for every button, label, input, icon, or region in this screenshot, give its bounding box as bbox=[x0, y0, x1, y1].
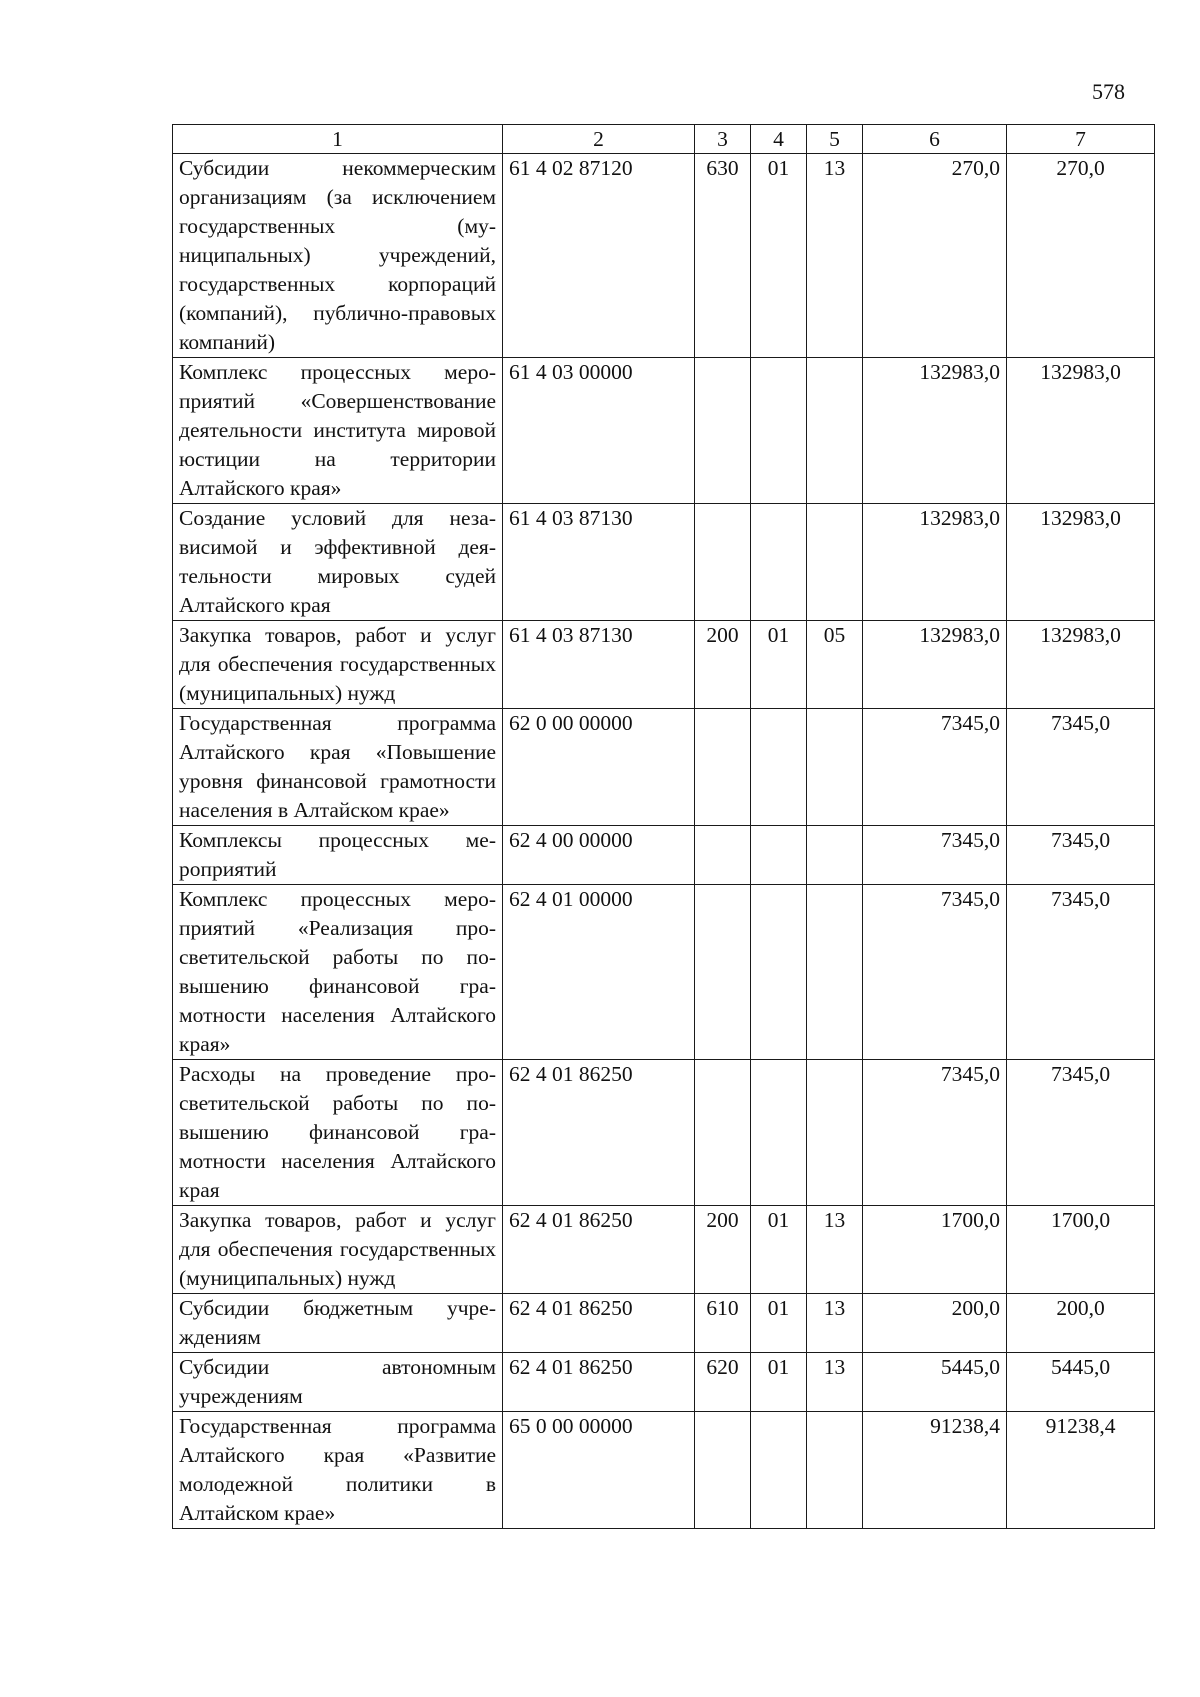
cell-col5: 13 bbox=[807, 1206, 863, 1294]
cell-col3 bbox=[695, 1412, 751, 1529]
table-row bbox=[173, 1412, 1155, 1529]
cell-code: 62 4 01 86250 bbox=[503, 1353, 695, 1412]
cell-col7: 7345,0 bbox=[1007, 709, 1155, 826]
cell-col4: 01 bbox=[751, 1206, 807, 1294]
cell-code: 62 4 01 86250 bbox=[503, 1206, 695, 1294]
cell-name: Комплексы процессных мероприятий bbox=[173, 826, 503, 885]
cell-col3: 200 bbox=[695, 1206, 751, 1294]
cell-col3: 630 bbox=[695, 154, 751, 358]
column-header: 6 bbox=[863, 125, 1007, 154]
cell-col7: 7345,0 bbox=[1007, 885, 1155, 1060]
cell-col6: 132983,0 bbox=[863, 358, 1007, 504]
cell-col4: 01 bbox=[751, 154, 807, 358]
cell-code: 61 4 03 00000 bbox=[503, 358, 695, 504]
cell-col7: 132983,0 bbox=[1007, 358, 1155, 504]
cell-col5 bbox=[807, 826, 863, 885]
cell-col3: 610 bbox=[695, 1294, 751, 1353]
table-row bbox=[173, 885, 1155, 1060]
cell-col6: 200,0 bbox=[863, 1294, 1007, 1353]
cell-col6: 7345,0 bbox=[863, 885, 1007, 1060]
cell-col5: 05 bbox=[807, 621, 863, 709]
cell-col7: 91238,4 bbox=[1007, 1412, 1155, 1529]
cell-col6: 270,0 bbox=[863, 154, 1007, 358]
cell-col6: 7345,0 bbox=[863, 709, 1007, 826]
cell-col5 bbox=[807, 358, 863, 504]
cell-col3 bbox=[695, 504, 751, 621]
cell-name: Создание условий для независимой и эффективной деятельности мировых судей Алтайского края bbox=[173, 504, 503, 621]
cell-col3: 620 bbox=[695, 1353, 751, 1412]
table-row bbox=[173, 358, 1155, 504]
cell-col5 bbox=[807, 1412, 863, 1529]
cell-col3 bbox=[695, 709, 751, 826]
cell-col6: 132983,0 bbox=[863, 621, 1007, 709]
cell-code: 62 0 00 00000 bbox=[503, 709, 695, 826]
cell-name: Комплекс процессных мероприятий «Совершенствование деятельности института мировой юстиции на территории Алтайского края» bbox=[173, 358, 503, 504]
cell-col5: 13 bbox=[807, 1353, 863, 1412]
cell-name: Государственная программа Алтайского края «Развитие молодежной политики в Алтайском крае» bbox=[173, 1412, 503, 1529]
cell-col5: 13 bbox=[807, 154, 863, 358]
cell-code: 62 4 01 86250 bbox=[503, 1294, 695, 1353]
table-row bbox=[173, 709, 1155, 826]
cell-col7: 5445,0 bbox=[1007, 1353, 1155, 1412]
column-header: 1 bbox=[173, 125, 503, 154]
table-row bbox=[173, 154, 1155, 358]
table-row bbox=[173, 826, 1155, 885]
cell-col4 bbox=[751, 1060, 807, 1206]
cell-col5: 13 bbox=[807, 1294, 863, 1353]
table-row bbox=[173, 1060, 1155, 1206]
cell-col6: 132983,0 bbox=[863, 504, 1007, 621]
cell-code: 62 4 00 00000 bbox=[503, 826, 695, 885]
cell-col5 bbox=[807, 709, 863, 826]
cell-name: Закупка товаров, работ и услуг для обеспечения государственных (муниципальных) нужд bbox=[173, 1206, 503, 1294]
cell-col7: 1700,0 bbox=[1007, 1206, 1155, 1294]
table-row bbox=[173, 1206, 1155, 1294]
cell-col7: 270,0 bbox=[1007, 154, 1155, 358]
cell-name: Комплекс процессных мероприятий «Реализация просветительской работы по повышению финансовой грамотности населения Алтайского края» bbox=[173, 885, 503, 1060]
cell-col4 bbox=[751, 504, 807, 621]
cell-col4: 01 bbox=[751, 1353, 807, 1412]
page-number: 578 bbox=[1092, 79, 1125, 104]
cell-code: 61 4 03 87130 bbox=[503, 621, 695, 709]
column-header: 2 bbox=[503, 125, 695, 154]
cell-col4 bbox=[751, 1412, 807, 1529]
table-row bbox=[173, 504, 1155, 621]
cell-col7: 7345,0 bbox=[1007, 826, 1155, 885]
cell-col7: 7345,0 bbox=[1007, 1060, 1155, 1206]
cell-name: Расходы на проведение просветительской работы по повышению финансовой грамотности населения Алтайского края bbox=[173, 1060, 503, 1206]
cell-col5 bbox=[807, 1060, 863, 1206]
column-header: 3 bbox=[695, 125, 751, 154]
cell-name: Закупка товаров, работ и услуг для обеспечения государственных (муниципальных) нужд bbox=[173, 621, 503, 709]
cell-code: 61 4 03 87130 bbox=[503, 504, 695, 621]
header-row bbox=[173, 125, 1155, 154]
cell-code: 62 4 01 86250 bbox=[503, 1060, 695, 1206]
cell-name: Государственная программа Алтайского края «Повышение уровня финансовой грамотности населения в Алтайском крае» bbox=[173, 709, 503, 826]
cell-col3 bbox=[695, 826, 751, 885]
cell-col4: 01 bbox=[751, 1294, 807, 1353]
cell-code: 61 4 02 87120 bbox=[503, 154, 695, 358]
cell-col3 bbox=[695, 1060, 751, 1206]
cell-name: Субсидии некоммерческим организациям (за исключением государственных (муниципальных) учреждений, государственных корпораций (компаний), публично-правовых компаний) bbox=[173, 154, 503, 358]
cell-col3: 200 bbox=[695, 621, 751, 709]
column-header: 7 bbox=[1007, 125, 1155, 154]
cell-col7: 200,0 bbox=[1007, 1294, 1155, 1353]
cell-col4 bbox=[751, 709, 807, 826]
cell-code: 65 0 00 00000 bbox=[503, 1412, 695, 1529]
cell-col5 bbox=[807, 504, 863, 621]
cell-code: 62 4 01 00000 bbox=[503, 885, 695, 1060]
cell-col4 bbox=[751, 358, 807, 504]
budget-table bbox=[172, 124, 1155, 1529]
cell-col6: 1700,0 bbox=[863, 1206, 1007, 1294]
table-body bbox=[173, 154, 1155, 1529]
cell-col4: 01 bbox=[751, 621, 807, 709]
cell-col5 bbox=[807, 885, 863, 1060]
cell-col3 bbox=[695, 885, 751, 1060]
cell-col7: 132983,0 bbox=[1007, 504, 1155, 621]
table-row bbox=[173, 1353, 1155, 1412]
column-header: 4 bbox=[751, 125, 807, 154]
cell-col6: 7345,0 bbox=[863, 1060, 1007, 1206]
column-header: 5 bbox=[807, 125, 863, 154]
cell-col4 bbox=[751, 826, 807, 885]
cell-col3 bbox=[695, 358, 751, 504]
cell-col6: 91238,4 bbox=[863, 1412, 1007, 1529]
table-row bbox=[173, 1294, 1155, 1353]
cell-col7: 132983,0 bbox=[1007, 621, 1155, 709]
cell-col6: 5445,0 bbox=[863, 1353, 1007, 1412]
cell-name: Субсидии автономным учреждениям bbox=[173, 1353, 503, 1412]
table-row bbox=[173, 621, 1155, 709]
cell-name: Субсидии бюджетным учреждениям bbox=[173, 1294, 503, 1353]
cell-col4 bbox=[751, 885, 807, 1060]
cell-col6: 7345,0 bbox=[863, 826, 1007, 885]
